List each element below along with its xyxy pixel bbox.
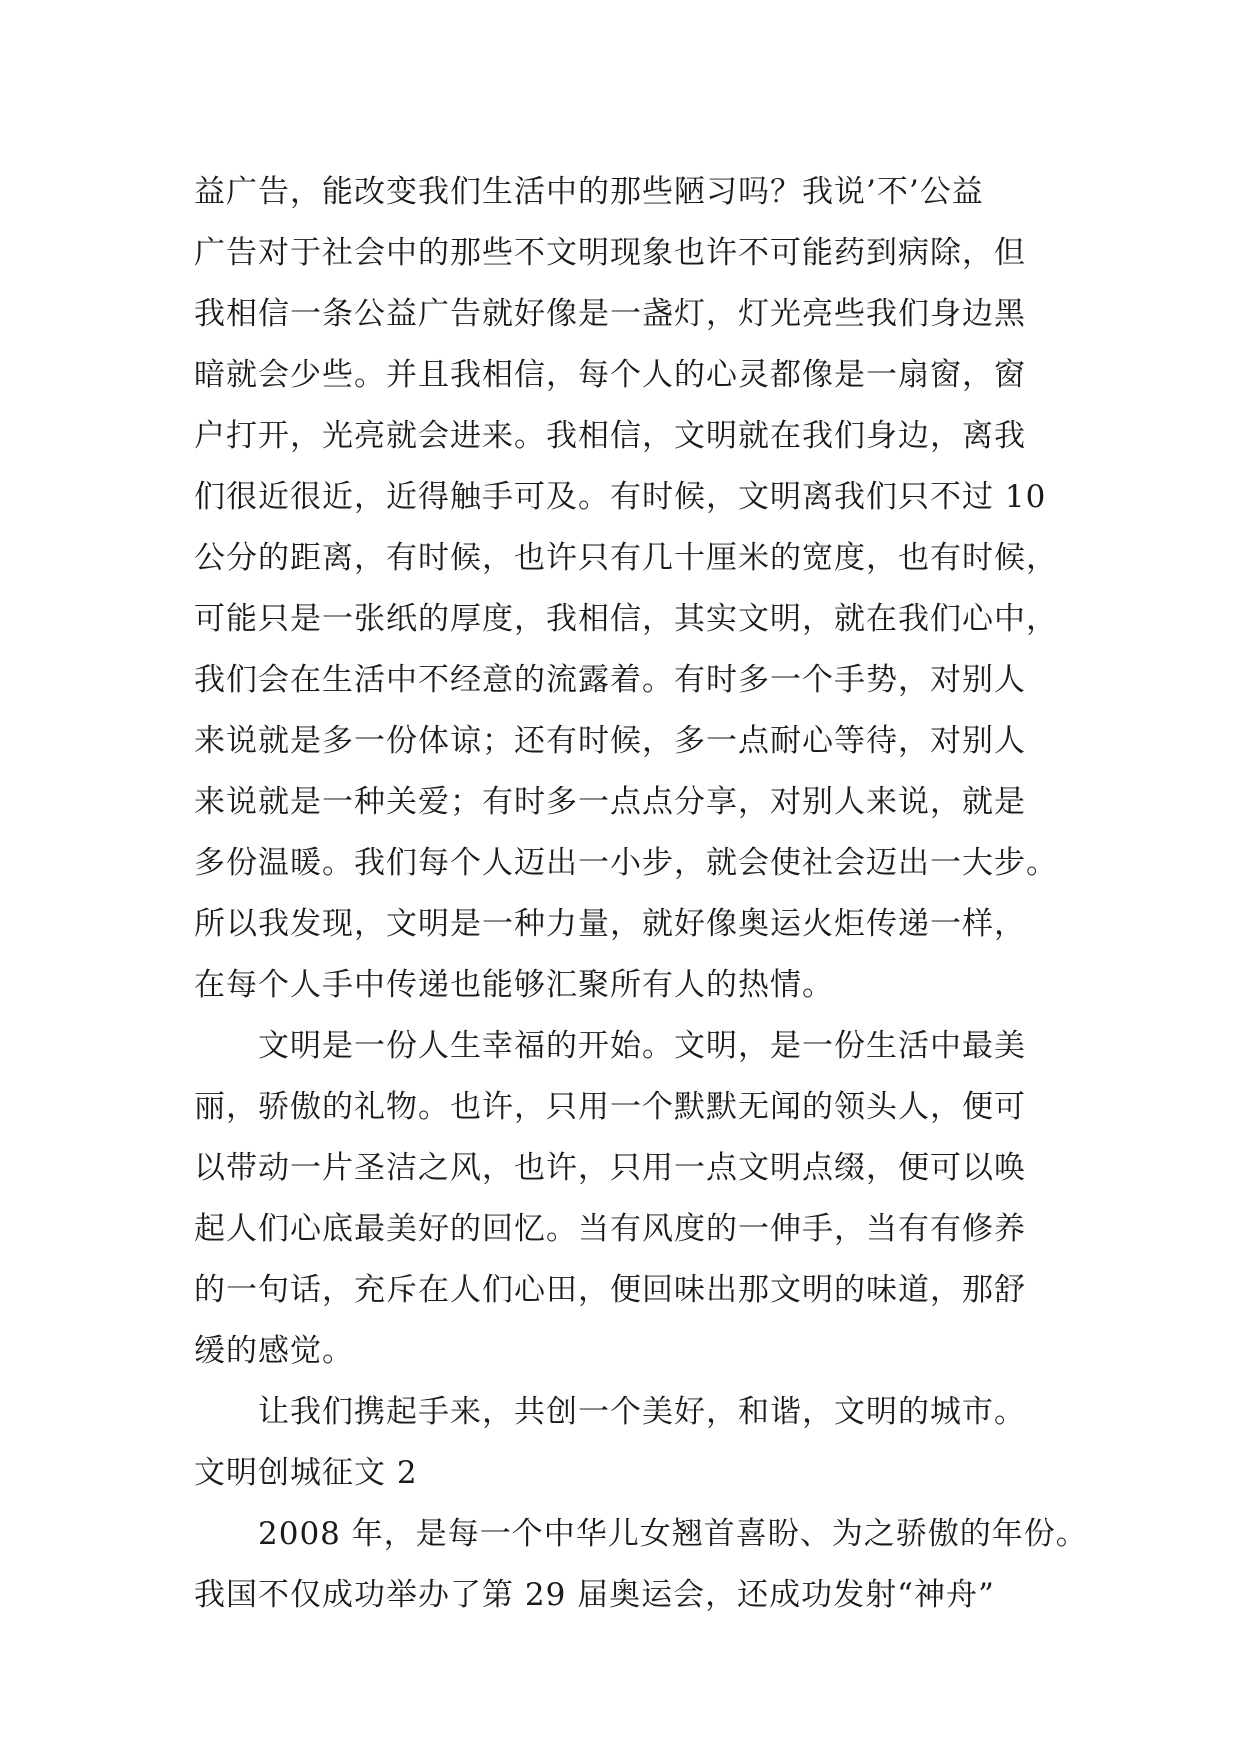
text-line: 多份温暖。我们每个人迈出一小步，就会使社会迈出一大步。	[194, 845, 1058, 881]
text-line: 我们会在生活中不经意的流露着。有时多一个手势，对别人	[194, 662, 1026, 698]
text-line: 公分的距离，有时候，也许只有几十厘米的宽度，也有时候，	[194, 540, 1058, 576]
text-line: 起人们心底最美好的回忆。当有风度的一伸手，当有有修养	[194, 1211, 1026, 1247]
text-line: 所以我发现，文明是一种力量，就好像奥运火炬传递一样，	[194, 906, 1026, 942]
text-line: 来说就是多一份体谅；还有时候，多一点耐心等待，对别人	[194, 723, 1026, 759]
text-line: 广告对于社会中的那些不文明现象也许不可能药到病除，但	[194, 235, 1026, 271]
text-line: 缓的感觉。	[194, 1333, 354, 1369]
section-heading: 文明创城征文 2	[194, 1455, 418, 1491]
text-line: 的一句话，充斥在人们心田，便回味出那文明的味道，那舒	[194, 1272, 1026, 1308]
text-line: 户打开，光亮就会进来。我相信，文明就在我们身边，离我	[194, 418, 1026, 454]
text-line: 在每个人手中传递也能够汇聚所有人的热情。	[194, 967, 834, 1003]
text-line: 丽，骄傲的礼物。也许，只用一个默默无闻的领头人，便可	[194, 1089, 1026, 1125]
text-line: 我相信一条公益广告就好像是一盏灯，灯光亮些我们身边黑	[194, 296, 1026, 332]
document-body	[194, 162, 1088, 1626]
text-line: 们很近很近，近得触手可及。有时候，文明离我们只不过 10	[194, 479, 1047, 515]
text-line: 我国不仅成功举办了第 29 届奥运会，还成功发射“神舟”	[194, 1577, 995, 1613]
text-line: 益广告，能改变我们生活中的那些陋习吗？我说’不’公益	[194, 174, 984, 210]
text-line: 以带动一片圣洁之风，也许，只用一点文明点缀，便可以唤	[194, 1150, 1026, 1186]
text-line: 来说就是一种关爱；有时多一点点分享，对别人来说，就是	[194, 784, 1026, 820]
paragraph-start-line: 让我们携起手来，共创一个美好，和谐，文明的城市。	[258, 1394, 1026, 1430]
paragraph-start-line: 文明是一份人生幸福的开始。文明，是一份生活中最美	[258, 1028, 1026, 1064]
text-line: 暗就会少些。并且我相信，每个人的心灵都像是一扇窗，窗	[194, 357, 1026, 393]
paragraph-start-line: 2008 年，是每一个中华儿女翘首喜盼、为之骄傲的年份。	[258, 1516, 1088, 1552]
text-line: 可能只是一张纸的厚度，我相信，其实文明，就在我们心中，	[194, 601, 1058, 637]
